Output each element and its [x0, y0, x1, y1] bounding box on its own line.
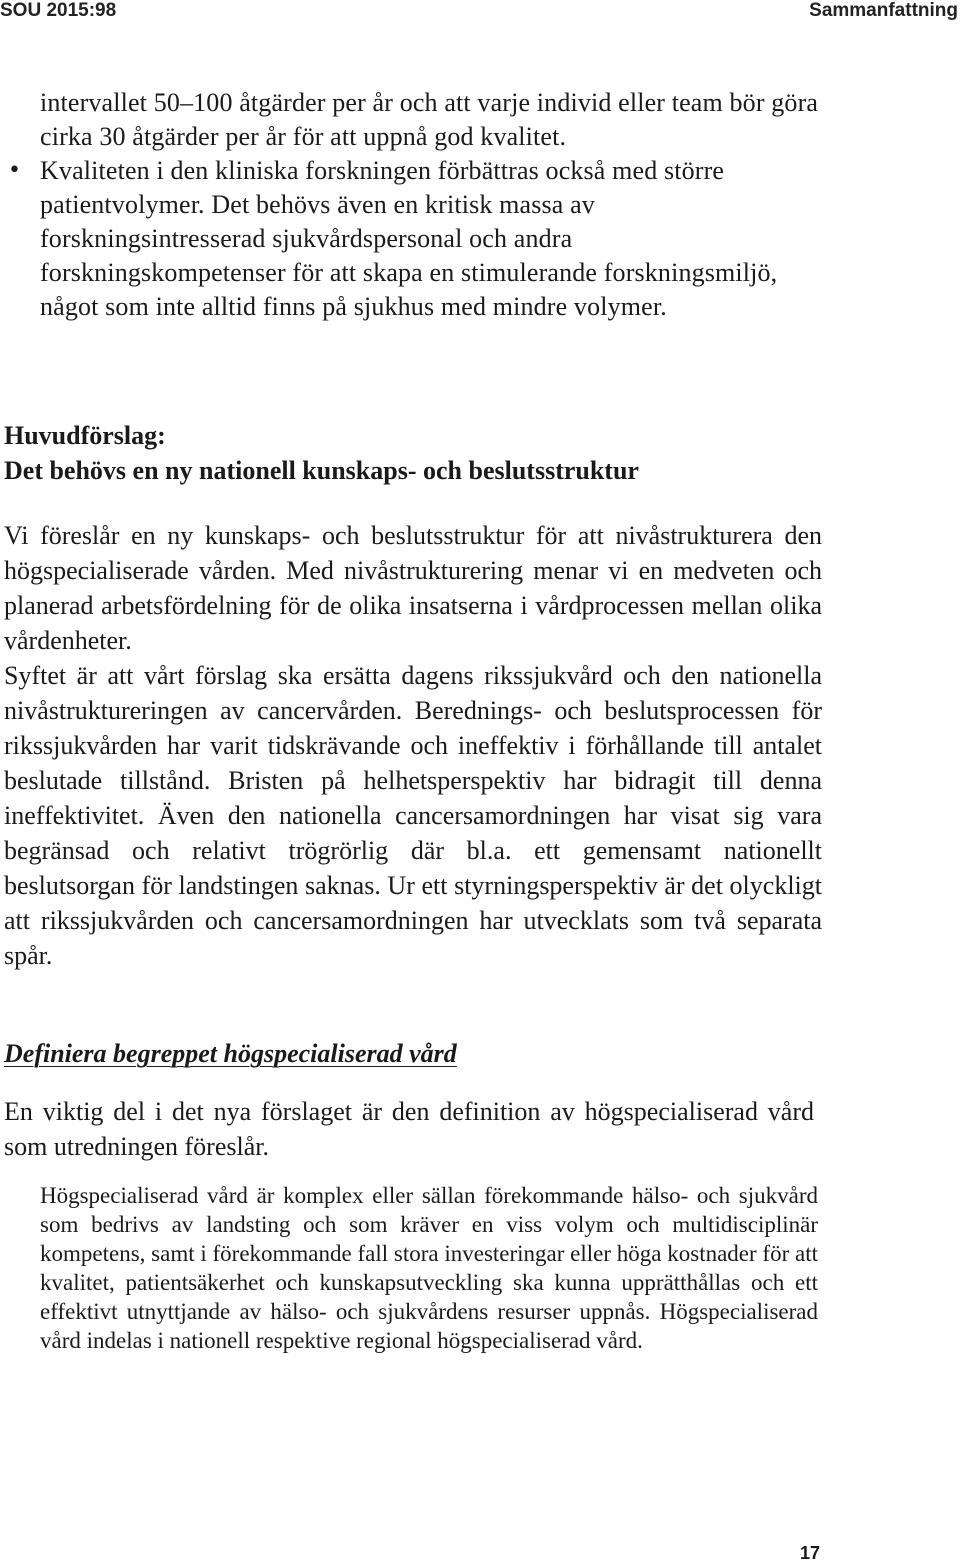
running-head-chapter: Sammanfattning — [809, 0, 958, 21]
definition-quote: Högspecialiserad vård är komplex eller sällan förekommande hälso- och sjukvård som bedrivs av landsting och som kräver en viss volym och multidisciplinär kompetens, samt i förekommande fall stora investeringar eller höga kostnader för att kvalitet, patientsäkerhet och kunskapsutveckling ska kunna upprätthållas och ett effektivt utnyttjande av hälso- och sjukvårdens resurser uppnås. Högspecialiserad vård indelas i nationell respektive regional högspecialiserad vård. — [40, 1183, 818, 1353]
bullet-list-item — [8, 154, 820, 324]
proposal-paragraph: Syftet är att vårt förslag ska ersätta dagens rikssjukvård och den nationella nivåstruktureringen av cancervården. Berednings- och beslutsprocessen för rikssjukvården har varit tidskrävande och ineffektiv i förhållande till antalet beslutade tillstånd. Bristen på helhetsperspektiv har bidragit till denna ineffektivitet. Även den nationella cancersamordningen har visat sig vara begränsad och relativt trögrörlig där bl.a. ett gemensamt nationellt beslutsorgan för landstingen saknas. Ur ett styrningsperspektiv är det olyckligt att rikssjukvården och cancersamordningen har utvecklats som två separata spår. — [4, 661, 822, 970]
page-number: 17 — [799, 1543, 820, 1563]
section-intro: En viktig del i det nya förslaget är den definition av högspecialiserad vård som utredningen föreslår. — [4, 1097, 814, 1161]
proposal-title: Det behövs en ny nationell kunskaps- och beslutsstruktur — [4, 456, 639, 485]
running-head-report-id: SOU 2015:98 — [0, 0, 117, 21]
proposal-label: Huvudförslag: — [4, 421, 166, 450]
continued-paragraph: intervallet 50–100 åtgärder per år och att varje individ eller team bör göra cirka 30 åtgärder per år för att uppnå god kvalitet. — [40, 88, 819, 151]
spacer — [4, 488, 822, 518]
continued-list — [8, 86, 820, 324]
bullet-icon: • — [8, 158, 22, 183]
main-proposal — [4, 418, 822, 973]
section-heading: Definiera begreppet högspecialiserad vård — [4, 1039, 457, 1068]
proposal-paragraph: Vi föreslår en ny kunskaps- och beslutsstruktur för att nivåstrukturera den högspecialiserade vården. Med nivåstrukturering menar vi en medveten och planerad arbetsfördelning för de olika insatserna i vårdprocessen mellan olika vårdenheter. — [4, 521, 822, 655]
bullet-text: Kvaliteten i den kliniska forskningen förbättras också med större patientvolymer. Det behövs även en kritisk massa av forskningsintresserad sjukvårdspersonal och andra forskningskompetenser för att skapa en stimulerande forskningsmiljö, något som inte alltid finns på sjukhus med mindre volymer. — [40, 156, 778, 321]
